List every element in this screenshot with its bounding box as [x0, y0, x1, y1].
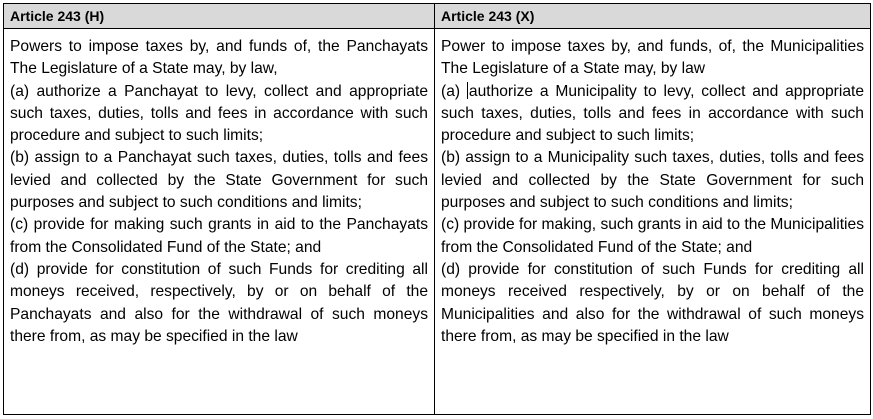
article-243x-intro: Power to impose taxes by, and funds, of, the Municipalities The Legislature of a State may, by law [441, 38, 864, 78]
header-row [4, 4, 871, 29]
article-243h-intro: Powers to impose taxes by, and funds of, the Panchayats The Legislature of a State may, by law, [10, 38, 428, 78]
article-243h-cell [4, 29, 435, 415]
article-243h-clause-b: (b) assign to a Panchayat such taxes, duties, tolls and fees levied and collected by the State Government for such purposes and subject to such conditions and limits; [10, 149, 428, 212]
article-243h-clause-a: (a) authorize a Panchayat to levy, collect and appropriate such taxes, duties, tolls and fees in accordance with such procedure and subject to such limits; [10, 82, 428, 145]
article-243x-cell [435, 29, 871, 415]
text-cursor [467, 82, 468, 99]
header-article-243h: Article 243 (H) [4, 4, 435, 29]
header-article-243x: Article 243 (X) [435, 4, 871, 29]
article-243x-clause-c: (c) provide for making, such grants in aid to the Municipalities from the Consolidated Fund of the State; and [441, 216, 864, 256]
article-243x-clause-d: (d) provide for constitution of such Funds for crediting all moneys received respectively, by or on behalf of the Municipalities and also for the withdrawal of such moneys there from, as may be specified in the law [441, 260, 864, 345]
article-243x-clause-b: (b) assign to a Municipality such taxes, duties, tolls and fees levied and collected by the State Government for such purposes and subject to such conditions and limits; [441, 149, 864, 212]
content-row [4, 29, 871, 415]
article-comparison-table [3, 3, 871, 415]
article-243h-clause-d: (d) provide for constitution of such Funds for crediting all moneys received, respectively, by or on behalf of the Panchayats and also for the withdrawal of such moneys there from, as may be specified in the law [10, 260, 428, 345]
article-243h-clause-c: (c) provide for making such grants in aid to the Panchayats from the Consolidated Fund of the State; and [10, 216, 428, 256]
article-243x-clause-a: (a) authorize a Municipality to levy, collect and appropriate such taxes, duties, tolls and fees in accordance with such procedure and subject to such limits; [441, 82, 864, 145]
